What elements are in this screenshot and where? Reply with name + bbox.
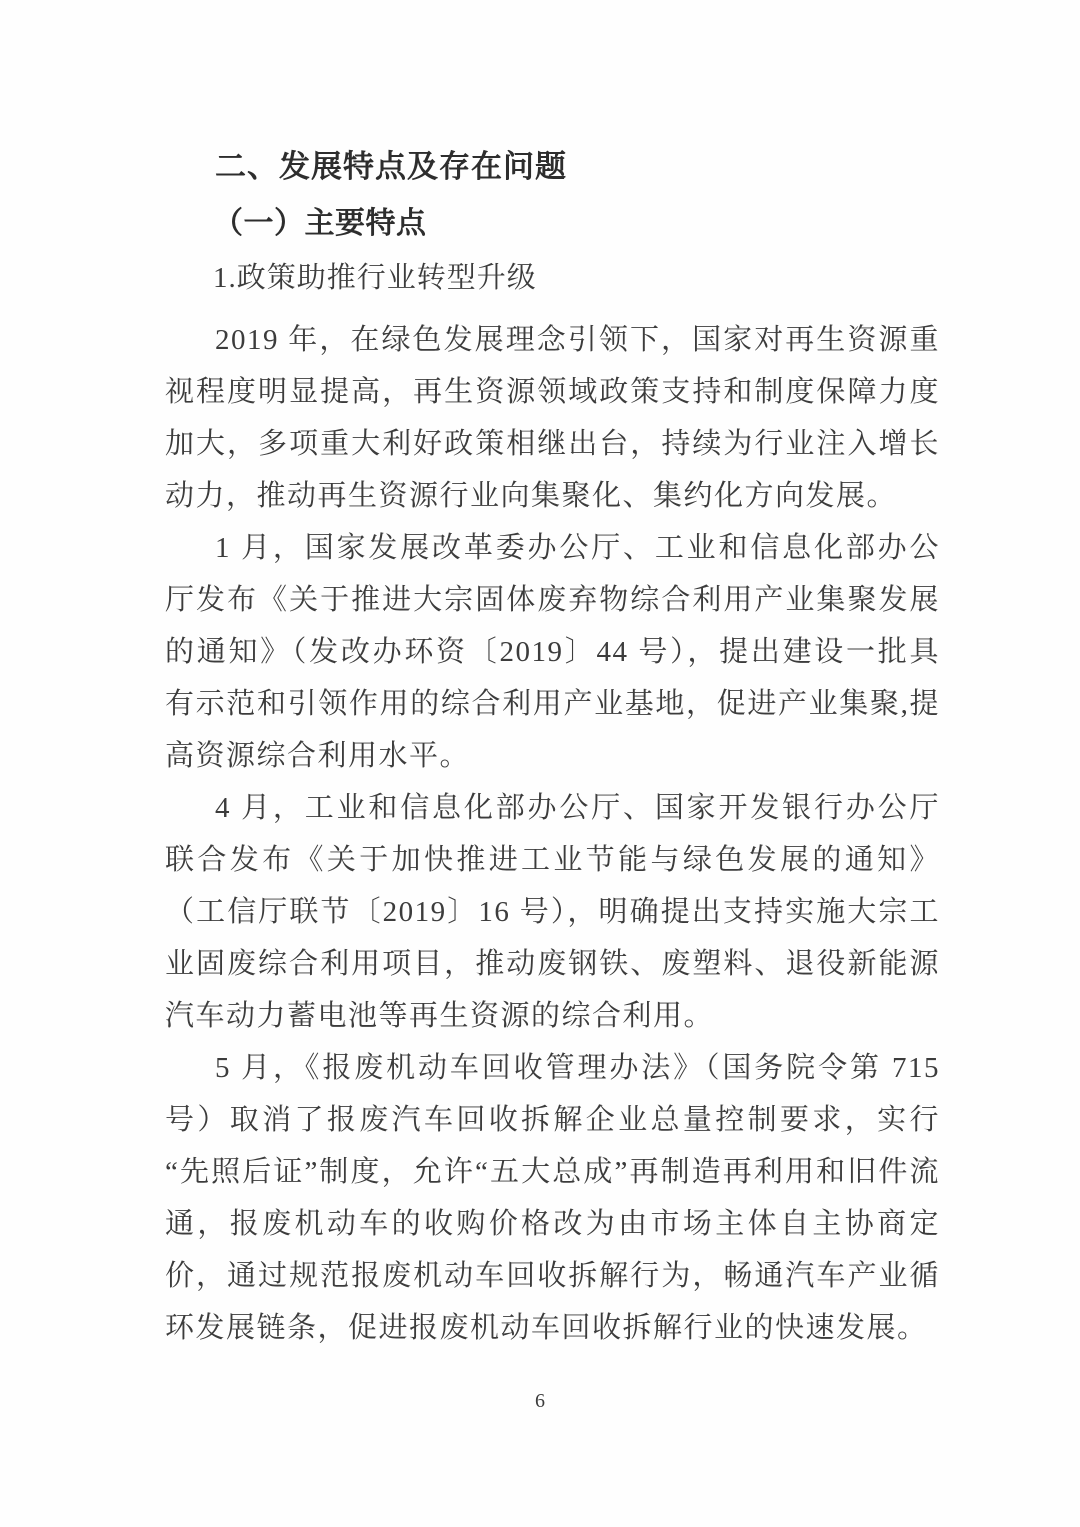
body-paragraph: 2019 年，在绿色发展理念引领下，国家对再生资源重视程度明显提高，再生资源领域政策支持和制度保障力度加大，多项重大利好政策相继出台，持续为行业注入增长动力，推动再生资源行业向集聚化、集约化方向发展。: [165, 324, 940, 512]
body-paragraph: 4 月，工业和信息化部办公厅、国家开发银行办公厅联合发布《关于加快推进工业节能与绿色发展的通知》（工信厅联节〔2019〕16 号），明确提出支持实施大宗工业固废综合利用项目，推动废钢铁、废塑料、退役新能源汽车动力蓄电池等再生资源的综合利用。: [165, 792, 940, 1032]
page-number: 6: [535, 1390, 545, 1412]
section-heading: 二、发展特点及存在问题: [215, 149, 567, 184]
subsection-heading: （一）主要特点: [213, 207, 427, 240]
item-heading: 1.政策助推行业转型升级: [213, 262, 537, 294]
body-paragraph: 1 月，国家发展改革委办公厅、工业和信息化部办公厅发布《关于推进大宗固体废弃物综合利用产业集聚发展的通知》（发改办环资〔2019〕44 号），提出建设一批具有示范和引领作用的综合利用产业基地，促进产业集聚,提高资源综合利用水平。: [165, 532, 940, 772]
document-content: [165, 138, 940, 1354]
body-paragraph: 5 月，《报废机动车回收管理办法》（国务院令第 715 号）取消了报废汽车回收拆解企业总量控制要求，实行“先照后证”制度，允许“五大总成”再制造再利用和旧件流通，报废机动车的收购价格改为由市场主体自主协商定价，通过规范报废机动车回收拆解行为，畅通汽车产业循环发展链条，促进报废机动车回收拆解行业的快速发展。: [165, 1052, 940, 1344]
